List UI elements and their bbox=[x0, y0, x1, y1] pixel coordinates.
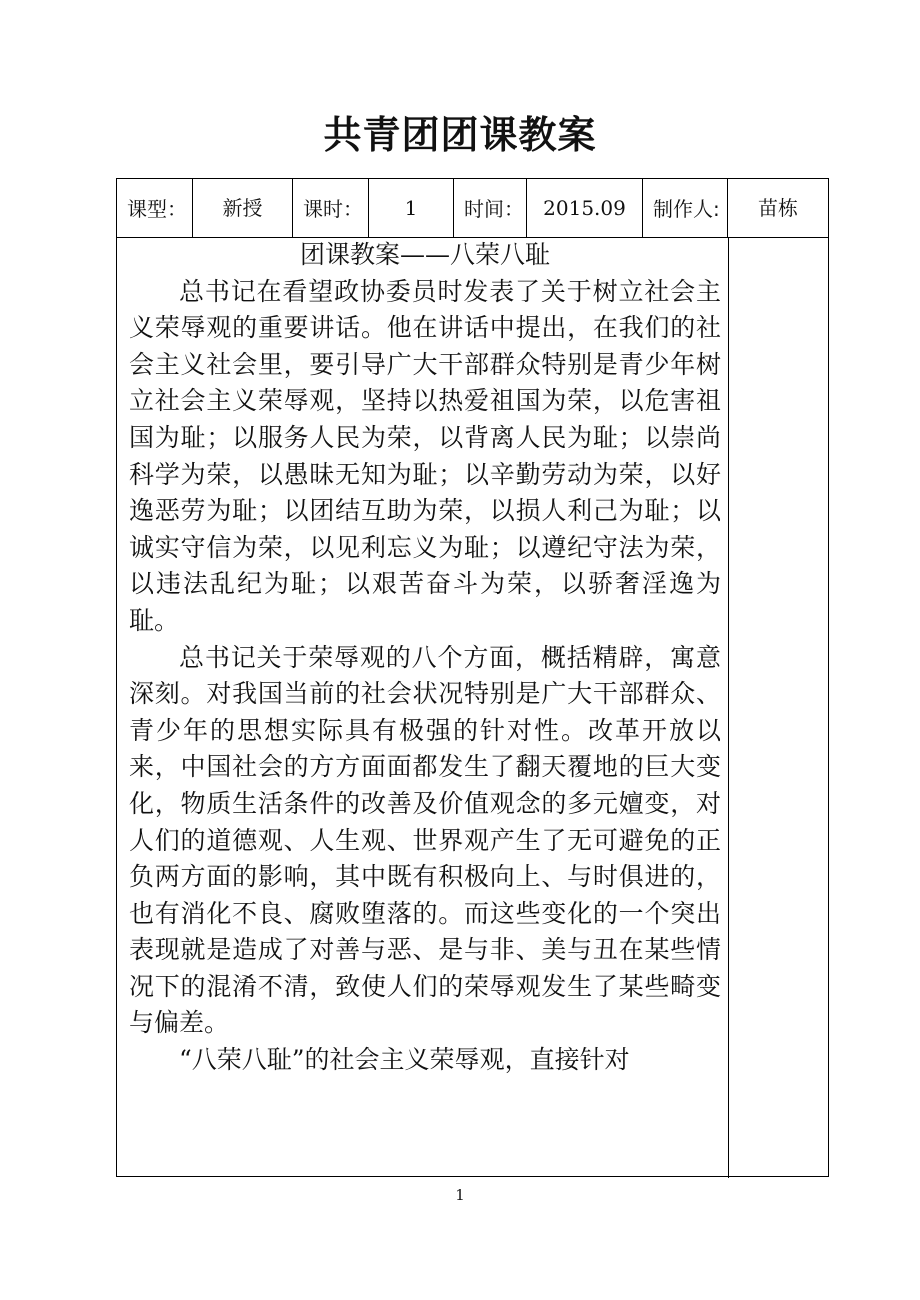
type-value: 新授 bbox=[193, 179, 293, 237]
page-number: 1 bbox=[455, 1186, 465, 1204]
author-value: 苗栋 bbox=[758, 196, 798, 220]
side-column-divider bbox=[728, 237, 729, 1178]
paragraph: 总书记关于荣辱观的八个方面，概括精辟，寓意深刻。对我国当前的社会状况特别是广大干部群众、青少年的思想实际具有极强的针对性。改革开放以来，中国社会的方方面面都发生了翻天覆地的巨大变化，物质生活条件的改善及价值观念的多元嬗变，对人们的道德观、人生观、世界观产生了无可避免的正负两方面的影响，其中既有积极向上、与时俱进的，也有消化不良、腐败堕落的。而这些变化的一个突出表现就是造成了对善与恶、是与非、美与丑在某些情况下的混淆不清，致使人们的荣辱观发生了某些畸变与偏差。 bbox=[129, 642, 721, 1038]
header-row bbox=[117, 179, 828, 238]
paragraph: 总书记在看望政协委员时发表了关于树立社会主义荣辱观的重要讲话。他在讲话中提出，在我们的社会主义社会里，要引导广大干部群众特别是青少年树立社会主义荣辱观，坚持以热爱祖国为荣，以危害祖国为耻；以服务人民为荣，以背离人民为耻；以崇尚科学为荣，以愚昧无知为耻；以辛勤劳动为荣，以好逸恶劳为耻；以团结互助为荣，以损人利己为耻；以诚实守信为荣，以见利忘义为耻；以遵纪守法为荣，以违法乱纪为耻；以艰苦奋斗为荣，以骄奢淫逸为耻。 bbox=[129, 276, 721, 635]
time-label: 时间： bbox=[454, 179, 527, 237]
lesson-plan-table bbox=[116, 178, 829, 1177]
lesson-content bbox=[129, 237, 721, 1079]
lesson-title: 团课教案——八荣八耻 bbox=[299, 240, 550, 269]
document-title: 共青团团课教案 bbox=[323, 113, 597, 157]
hours-value: 1 bbox=[369, 179, 454, 237]
time-value: 2015.09 bbox=[527, 179, 643, 237]
type-label: 课型： bbox=[117, 179, 193, 237]
author-label: 制作人: bbox=[643, 179, 728, 237]
paragraph: “八荣八耻”的社会主义荣辱观，直接针对 bbox=[179, 1045, 630, 1075]
hours-label: 课时： bbox=[293, 179, 369, 237]
